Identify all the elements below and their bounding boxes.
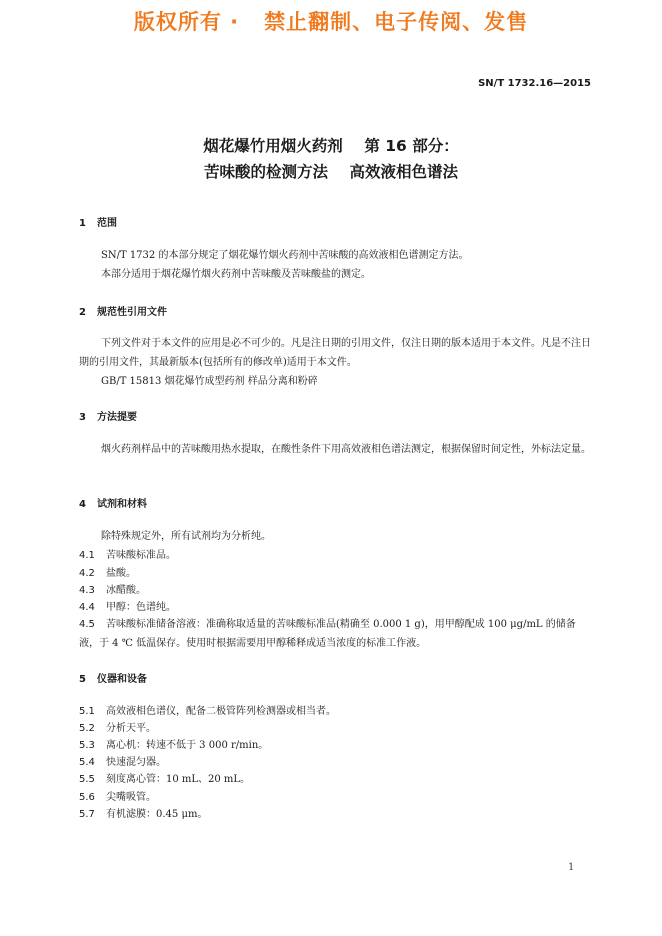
- item-number: 5.3: [79, 740, 95, 751]
- section-heading-reagents: [79, 495, 147, 510]
- item-number: 4.5: [79, 619, 95, 630]
- item-text: 甲醇：色谱纯。: [106, 602, 176, 613]
- paragraph: 本部分适用于烟花爆竹烟火药剂中苦味酸及苦味酸盐的测定。: [101, 269, 371, 280]
- section-number: 1: [79, 218, 86, 229]
- section-heading-method-summary: [79, 408, 137, 423]
- item-text: 苦味酸标准品。: [106, 550, 176, 561]
- section-title: 试剂和材料: [97, 499, 147, 510]
- section-heading-scope: [79, 214, 117, 229]
- section-title: 范围: [97, 218, 117, 229]
- item-number: 5.1: [79, 706, 95, 717]
- list-item: [79, 770, 591, 789]
- item-number: 5.5: [79, 774, 95, 785]
- list-item: [79, 805, 591, 824]
- item-number: 5.7: [79, 809, 95, 820]
- paragraph: 下列文件对于本文件的应用是必不可少的。凡是注日期的引用文件，仅注日期的版本适用于本文件。凡是不注日期的引用文件，其最新版本(包括所有的修改单)适用于本文件。: [79, 338, 591, 368]
- item-number: 5.6: [79, 792, 95, 803]
- copyright-watermark: 版权所有 · 禁止翻制、电子传阅、发售: [133, 10, 529, 34]
- document-title-line1: 烟花爆竹用烟火药剂 第 16 部分：: [203, 137, 459, 155]
- item-text: 高效液相色谱仪，配备二极管阵列检测器或相当者。: [106, 706, 336, 717]
- item-text: 快速混匀器。: [106, 757, 166, 768]
- item-text: 有机滤膜：0.45 μm。: [106, 809, 208, 820]
- section-number: 3: [79, 412, 86, 423]
- section-number: 5: [79, 674, 86, 685]
- section-title: 仪器和设备: [97, 674, 147, 685]
- item-text: 尖嘴吸管。: [106, 792, 156, 803]
- item-text: 刻度离心管：10 mL、20 mL。: [106, 774, 251, 785]
- section-title: 方法提要: [97, 412, 137, 423]
- section-title: 规范性引用文件: [97, 307, 167, 318]
- section-number: 4: [79, 499, 86, 510]
- section-heading-normative-references: [79, 303, 167, 318]
- item-number: 4.1: [79, 550, 95, 561]
- list-item: [79, 546, 591, 565]
- section-heading-apparatus: [79, 670, 147, 685]
- item-text: 盐酸。: [106, 568, 136, 579]
- standard-number: SN/T 1732.16—2015: [478, 78, 591, 89]
- reference-entry: GB/T 15813 烟花爆竹成型药剂 样品分离和粉碎: [101, 376, 318, 387]
- document-title-line2: 苦味酸的检测方法 高效液相色谱法: [203, 163, 459, 181]
- section-number: 2: [79, 307, 86, 318]
- item-text: 冰醋酸。: [106, 585, 146, 596]
- item-text: 分析天平。: [106, 723, 156, 734]
- page-number: 1: [568, 862, 575, 873]
- item-number: 4.4: [79, 602, 95, 613]
- item-number: 5.4: [79, 757, 95, 768]
- paragraph: 除特殊规定外，所有试剂均为分析纯。: [101, 531, 271, 542]
- list-item: [79, 615, 591, 653]
- item-number: 4.3: [79, 585, 95, 596]
- paragraph: 烟火药剂样品中的苦味酸用热水提取，在酸性条件下用高效液相色谱法测定，根据保留时间定性，外标法定量。: [101, 444, 591, 455]
- item-text: 苦味酸标准储备溶液：准确称取适量的苦味酸标准品(精确至 0.000 1 g)，用甲醇配成 100 μg/mL 的储备液，于 4 ℃ 低温保存。使用时根据需要用甲醇稀释成适当浓度的标准工作液。: [79, 619, 576, 649]
- paragraph: SN/T 1732 的本部分规定了烟花爆竹烟火药剂中苦味酸的高效液相色谱测定方法。: [101, 250, 469, 261]
- item-number: 4.2: [79, 568, 95, 579]
- item-text: 离心机：转速不低于 3 000 r/min。: [106, 740, 269, 751]
- item-number: 5.2: [79, 723, 95, 734]
